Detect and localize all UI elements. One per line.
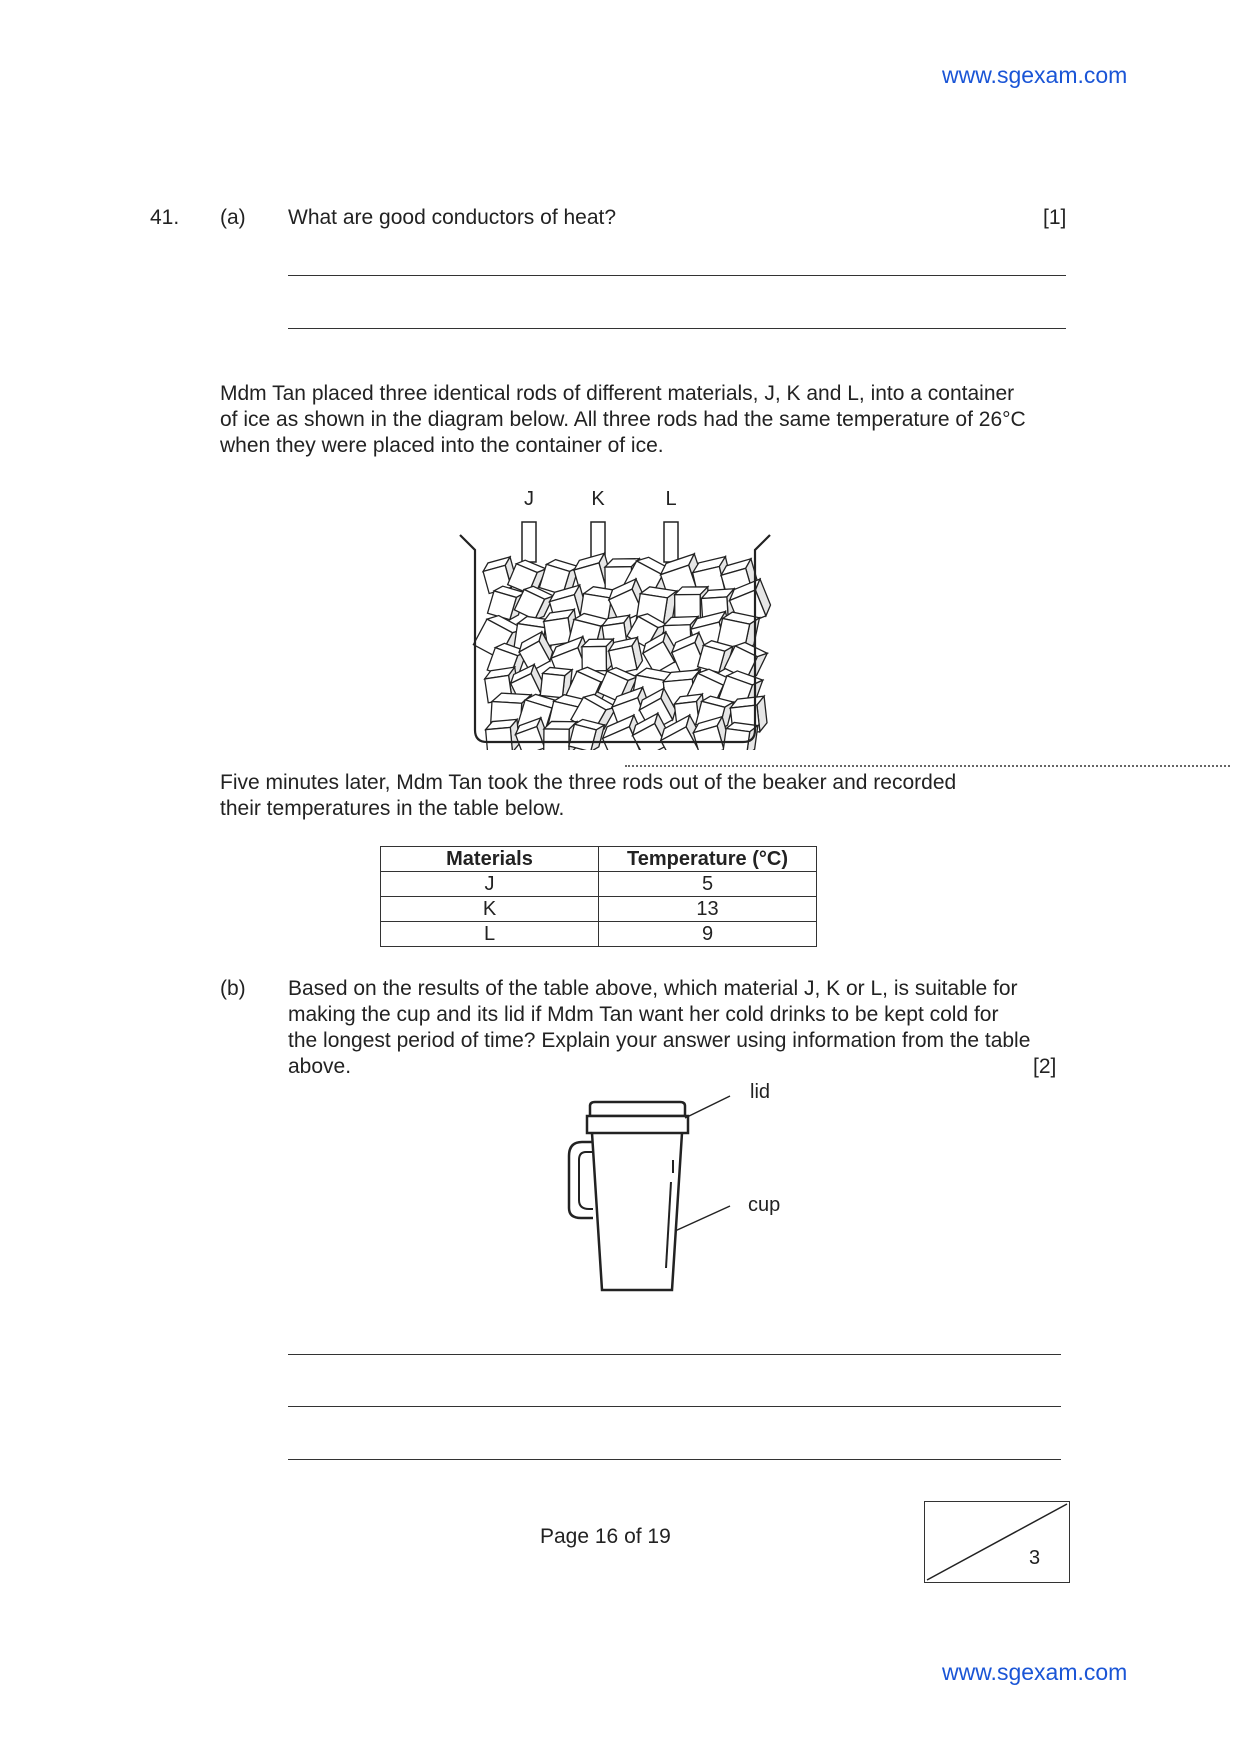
table-row — [381, 922, 817, 947]
question-number: 41. — [150, 206, 180, 229]
answer-line-b3[interactable] — [288, 1459, 1061, 1460]
footer-url[interactable]: www.sgexam.com — [942, 1659, 1128, 1685]
col-materials: Materials — [381, 847, 599, 872]
score-total: 3 — [1029, 1547, 1041, 1569]
intro-paragraph — [220, 381, 1080, 459]
answer-line-b1[interactable] — [288, 1354, 1061, 1355]
results-table — [380, 846, 817, 947]
cup-label: cup — [748, 1194, 781, 1216]
lid-leader-line — [685, 1096, 730, 1118]
lid-band — [587, 1116, 688, 1133]
answer-line-b2[interactable] — [288, 1406, 1061, 1407]
cell-material: K — [381, 897, 599, 922]
part-b-label: (b) — [220, 977, 246, 1000]
cup-leader-line — [675, 1206, 730, 1231]
rod-j — [522, 522, 536, 562]
after-line: Five minutes later, Mdm Tan took the three rods out of the beaker and recorded — [220, 771, 957, 794]
header-url[interactable]: www.sgexam.com — [942, 62, 1128, 88]
rod-label-l: L — [665, 488, 677, 510]
part-a-marks: [1] — [1043, 206, 1067, 229]
cell-material: J — [381, 872, 599, 897]
rod-label-j: J — [524, 488, 534, 510]
ice-cube — [485, 719, 520, 750]
after-line: their temperatures in the table below. — [220, 797, 565, 820]
part-b-marks: [2] — [1033, 1055, 1057, 1078]
col-temperature: Temperature (°C) — [599, 847, 817, 872]
answer-line-a1[interactable] — [288, 275, 1066, 276]
cup-handle-inner — [579, 1152, 593, 1209]
answer-line-a2[interactable] — [288, 328, 1066, 329]
part-b-line: the longest period of time? Explain your answer using information from the table — [288, 1029, 1031, 1052]
part-a-label: (a) — [220, 206, 246, 229]
lid-top — [590, 1102, 685, 1116]
page-number: Page 16 of 19 — [540, 1525, 671, 1548]
rod-l — [664, 522, 678, 562]
after-paragraph — [220, 770, 1080, 822]
cell-temperature: 5 — [599, 872, 817, 897]
ice-cube — [723, 721, 758, 750]
cup-highlight — [666, 1182, 671, 1268]
part-b-line: Based on the results of the table above, which material J, K or L, is suitable for — [288, 977, 1018, 1000]
table-row — [381, 897, 817, 922]
table-header-row — [381, 847, 817, 872]
intro-line: when they were placed into the container of ice. — [220, 434, 664, 457]
ice-container-diagram — [455, 480, 775, 750]
ice-cubes — [473, 553, 773, 750]
part-b-line: above. — [288, 1055, 352, 1078]
part-b-question — [288, 976, 1088, 1080]
lid-label: lid — [750, 1081, 771, 1103]
dotted-line — [625, 765, 1230, 767]
score-box — [924, 1501, 1070, 1583]
part-b-line: making the cup and its lid if Mdm Tan want her cold drinks to be kept cold for — [288, 1003, 999, 1026]
table-row — [381, 872, 817, 897]
intro-line: of ice as shown in the diagram below. All three rods had the same temperature of 26°C — [220, 408, 1026, 431]
cell-temperature: 13 — [599, 897, 817, 922]
cell-temperature: 9 — [599, 922, 817, 947]
cup-diagram — [535, 1078, 815, 1308]
cell-material: L — [381, 922, 599, 947]
score-box-diagonal — [925, 1502, 1069, 1582]
intro-line: Mdm Tan placed three identical rods of different materials, J, K and L, into a container — [220, 382, 1015, 405]
part-a-question: What are good conductors of heat? — [288, 206, 617, 229]
rod-label-k: K — [591, 488, 605, 510]
